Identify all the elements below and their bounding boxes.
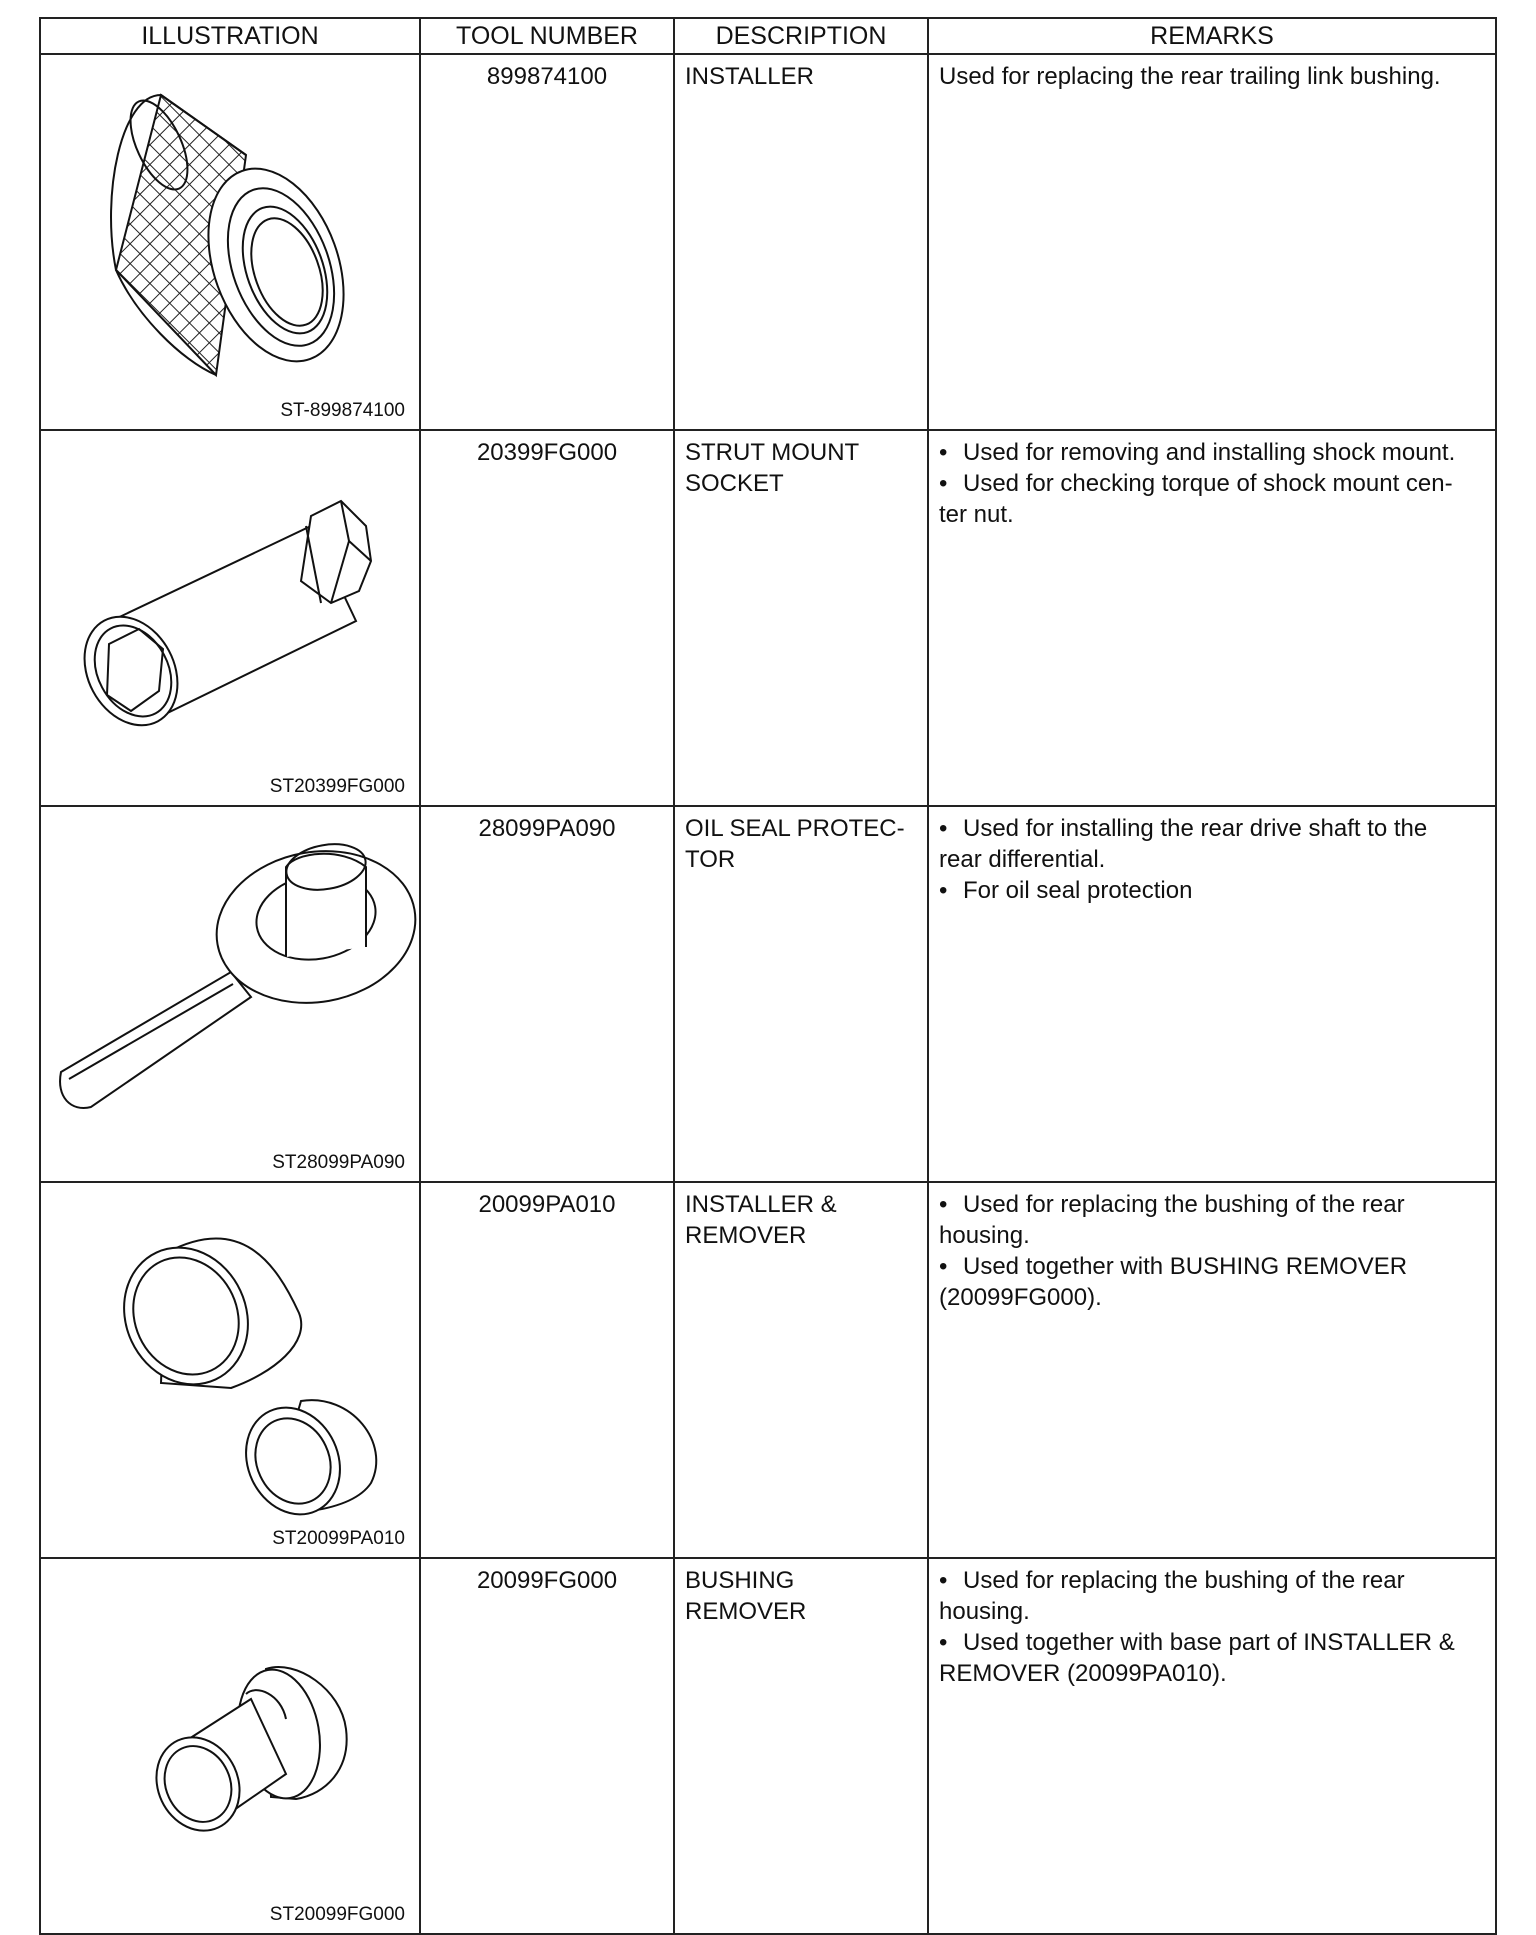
remark-text: Used for removing and installing shock mount. — [963, 439, 1456, 466]
illustration-cell — [40, 1558, 420, 1934]
remark-text: housing. — [939, 1222, 1030, 1249]
tool-number: 20099FG000 — [420, 1558, 674, 1934]
remark-line — [939, 1596, 1485, 1627]
description-line: TOR — [685, 846, 736, 873]
strut-mount-socket-icon — [41, 431, 421, 799]
remark-text: ter nut. — [939, 501, 1014, 528]
remark-line — [939, 499, 1485, 530]
description — [674, 430, 928, 806]
illustration-code: ST20099PA010 — [272, 1528, 405, 1549]
remark-text: housing. — [939, 1598, 1030, 1625]
remarks — [928, 806, 1496, 1182]
description — [674, 54, 928, 430]
table-row — [40, 1558, 1496, 1934]
remark-text: Used for replacing the rear trailing link bushing. — [939, 63, 1441, 90]
remark-line — [939, 61, 1485, 92]
description-line: OIL SEAL PROTEC- — [685, 815, 905, 842]
illustration-code: ST20399FG000 — [269, 776, 405, 797]
remark-text: Used together with BUSHING REMOVER — [963, 1253, 1408, 1280]
bullet: • — [939, 877, 948, 904]
remark-line — [939, 1220, 1485, 1251]
remark-line — [939, 1251, 1485, 1282]
remark-text: (20099FG000). — [939, 1284, 1102, 1311]
table-row — [40, 430, 1496, 806]
header-remarks: REMARKS — [928, 18, 1496, 54]
remark-text: REMOVER (20099PA010). — [939, 1660, 1227, 1687]
remark-line — [939, 437, 1485, 468]
tool-number: 20099PA010 — [420, 1182, 674, 1558]
table-row — [40, 54, 1496, 430]
description — [674, 806, 928, 1182]
remark-text: For oil seal protection — [963, 877, 1193, 904]
oil-seal-protector-icon — [41, 807, 421, 1175]
tool-number: 899874100 — [420, 54, 674, 430]
bullet: • — [939, 1191, 948, 1218]
remark-line — [939, 468, 1485, 499]
description-line: INSTALLER — [685, 63, 814, 90]
header-description: DESCRIPTION — [674, 18, 928, 54]
description-line: STRUT MOUNT — [685, 439, 860, 466]
description — [674, 1558, 928, 1934]
remark-text: rear differential. — [939, 846, 1106, 873]
remark-text: Used together with base part of INSTALLER & — [963, 1629, 1455, 1656]
table-row — [40, 1182, 1496, 1558]
illustration-cell — [40, 430, 420, 806]
remarks — [928, 1182, 1496, 1558]
table-row — [40, 806, 1496, 1182]
bullet: • — [939, 1253, 948, 1280]
installer-remover-icon — [41, 1183, 421, 1551]
remark-line — [939, 1282, 1485, 1313]
special-tools-table — [39, 17, 1497, 1935]
bullet: • — [939, 1567, 948, 1594]
tool-number: 20399FG000 — [420, 430, 674, 806]
table-header-row — [40, 18, 1496, 54]
illustration-code: ST28099PA090 — [272, 1152, 405, 1173]
remark-line — [939, 1658, 1485, 1689]
illustration-cell — [40, 54, 420, 430]
description-line: INSTALLER & — [685, 1191, 837, 1218]
bullet: • — [939, 1629, 948, 1656]
header-illustration: ILLUSTRATION — [40, 18, 420, 54]
remark-line — [939, 1565, 1485, 1596]
description-line: BUSHING — [685, 1567, 795, 1594]
remark-line — [939, 1627, 1485, 1658]
bullet: • — [939, 470, 948, 497]
installer-tool-icon — [41, 55, 421, 423]
bullet: • — [939, 439, 948, 466]
illustration-cell — [40, 806, 420, 1182]
illustration-code: ST-899874100 — [280, 400, 405, 421]
remark-text: Used for replacing the bushing of the rear — [963, 1191, 1405, 1218]
remark-line — [939, 844, 1485, 875]
remarks — [928, 1558, 1496, 1934]
remarks — [928, 430, 1496, 806]
description — [674, 1182, 928, 1558]
illustration-code: ST20099FG000 — [269, 1904, 405, 1925]
description-line: REMOVER — [685, 1222, 807, 1249]
remark-line — [939, 813, 1485, 844]
remark-text: Used for installing the rear drive shaft to the — [963, 815, 1428, 842]
remark-line — [939, 875, 1485, 906]
description-line: SOCKET — [685, 470, 784, 497]
remarks — [928, 54, 1496, 430]
bullet: • — [939, 815, 948, 842]
description-line: REMOVER — [685, 1598, 807, 1625]
bushing-remover-icon — [41, 1559, 421, 1927]
tool-number: 28099PA090 — [420, 806, 674, 1182]
remark-text: Used for checking torque of shock mount cen- — [963, 470, 1453, 497]
header-tool-number: TOOL NUMBER — [420, 18, 674, 54]
illustration-cell — [40, 1182, 420, 1558]
remark-text: Used for replacing the bushing of the rear — [963, 1567, 1405, 1594]
remark-line — [939, 1189, 1485, 1220]
